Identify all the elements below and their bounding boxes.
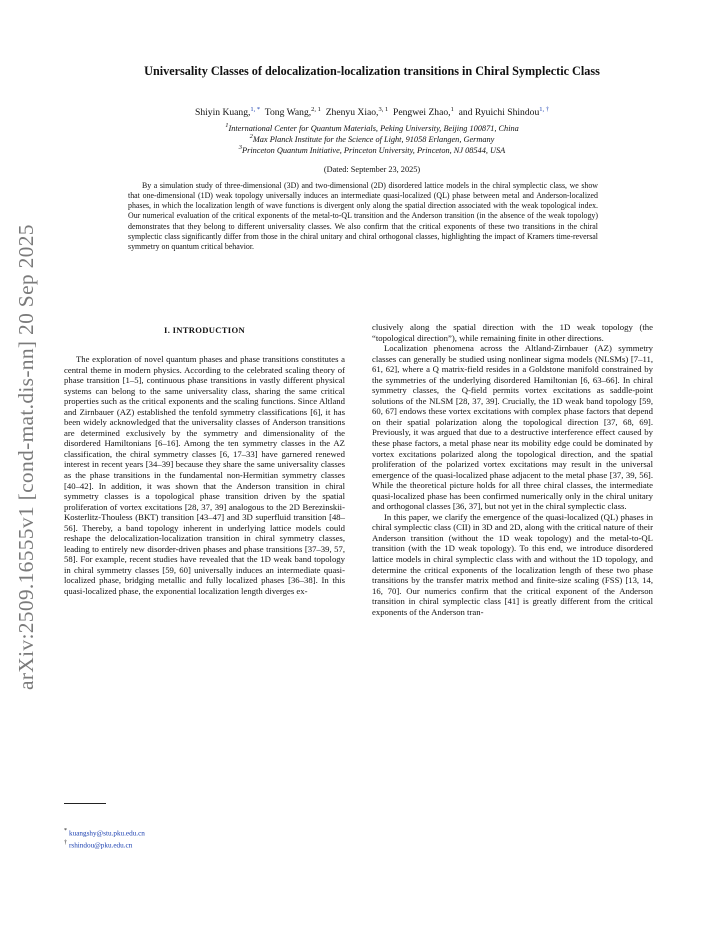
author: and Ryuichi Shindou$^{1, \dagger}$ <box>458 105 549 118</box>
section-heading: I. INTRODUCTION <box>164 325 245 335</box>
date-line: (Dated: September 23, 2025) <box>323 165 421 174</box>
paragraph: In this paper, we clarify the emergence of the quasi-localized (QL) phases in chiral symplectic class (CII) in 3D and 2D, along with the critical nature of their Anderson transition (without the 1D weak topology) and the metal-to-QL transition (with the 1D weak topology). To this end, we introduce disordered lattice models in chiral symplectic class with and without the 1D topology, and determine the critical exponents of the localization length of these two phase transitions by the transfer matrix method and finite-size scaling (FSS) [13, 14, 16, 70]. Our numerics confirm that the critical exponent of the Anderson transition in chiral symplectic class [41] is greatly different from the critical exponents of the Anderson tran- <box>372 511 653 617</box>
author-list <box>88 107 656 119</box>
author: Shiyin Kuang,$^{1, *}$ <box>194 105 261 118</box>
left-column <box>64 354 345 597</box>
author: Pengwei Zhao,$^1$ <box>393 105 454 118</box>
paper-title: Universality Classes of delocalization-localization transitions in Chiral Symplectic Class <box>144 64 600 78</box>
footnote-rule <box>64 803 106 804</box>
email-link[interactable]: rshindou@pku.edu.cn <box>69 841 133 850</box>
email-link[interactable]: kuangshy@stu.pku.edu.cn <box>69 829 145 838</box>
affiliation: $^2$Max Planck Institute for the Science of Light, 91058 Erlangen, Germany <box>249 133 495 144</box>
paragraph: Localization phenomena across the Altland-Zirnbauer (AZ) symmetry classes can generally be studied using nonlinear sigma models (NLSMs) [7–11, 61, 62], where a Q matrix-field resides in a Goldstone manifold constrained by the symmetries of the underlying disordered Hamiltonian [6, 63–66]. In chiral symmetry classes, the Q-field permits vortex excitations as saddle-point solutions of the NLSM [28, 37, 39]. Crucially, the 1D weak band topology [59, 60, 67] endows these vortex excitations with complex phase factors that depend on their spatial polarization along the topological direction [37, 68, 69]. Previously, it was argued that due to a destructive interference effect caused by these phase factors, a metal phase near its mobility edge could be dominated by vortex excitations polarized along the topological direction, and the spatial proliferation of the polarized vortex excitations may result in the universal emergence of the quasi-localized phase adjacent to the metal phase [37, 39, 56]. While the theoretical picture holds for all three chiral classes, the intermediate quasi-localized phase has been confirmed numerically only in the chiral unitary and orthogonal classes [36, 37], but not yet in the chiral symplectic class. <box>372 343 653 512</box>
right-column <box>372 322 653 617</box>
footnote: † rshindou@pku.edu.cn <box>64 840 133 850</box>
paragraph: clusively along the spatial direction with the 1D weak topology (the “topological direction”), while remaining finite in other directions. <box>372 322 653 343</box>
footnotes <box>64 826 145 851</box>
author: Zhenyu Xiao,$^{3, 1}$ <box>325 105 389 118</box>
author: Tong Wang,$^{2, 1}$ <box>264 105 321 118</box>
abstract: By a simulation study of three-dimensional (3D) and two-dimensional (2D) disordered lattice models in the chiral symplectic class, we show that one-dimensional (1D) weak topology universally induces an intermediate quasi-localized (QL) phase between metal and Anderson-localized phases, in which the localization length of wave functions is divergent only along the spatial direction associated with the weak topological index. Our numerical evaluation of the critical exponents of the metal-to-QL transition and the Anderson transition (in the absence of the weak topology) demonstrates that they belong to different universality classes. We also confirm that the critical exponents of these two transitions in the chiral symplectic class significantly differ from those in the chiral unitary and chiral orthogonal classes, highlighting the impact of Kramers time-reversal symmetry on quantum critical behavior. <box>128 181 598 251</box>
affiliation: $^3$Princeton Quantum Initiative, Princeton University, Princeton, NJ 08544, USA <box>238 144 506 155</box>
footnote: * kuangshy@stu.pku.edu.cn <box>64 828 145 838</box>
arxiv-side-stamp: arXiv:2509.16555v1 [cond-mat.dis-nn] 20 Sep 2025 <box>14 224 38 690</box>
paragraph: The exploration of novel quantum phases and phase transitions constitutes a central theme in modern physics. According to the celebrated scaling theory of phase transition [1–5], continuous phase transitions in vastly different physical systems can belong to the same universality class, sharing the same critical properties such as the critical exponents and the scaling functions. Since Altland and Zirnbauer (AZ) established the tenfold symmetry classifications [6], it has been widely acknowledged that the universality classes of Anderson transitions are determined exclusively by the symmetry and dimensionality of the disordered Hamiltonians [6–16]. Among the ten symmetry classes in the AZ classification, the chiral symmetry classes [6, 17–33] have garnered renewed interest in recent years [34–39] because they share the same universality classes as the phase transitions in the fundamental non-Hermitian symmetry classes [40–42]. In addition, it was shown that the Anderson transition in chiral symmetry classes is a topological phase transition driven by the spatial proliferation of vortex excitations [28, 37, 39] analogous to the 2D Berezinskii-Kosterlitz-Thouless (BKT) transition [43–47] and 3D superfluid transition [48–56]. Thereby, a band topology inherent in underlying lattice models could reshape the delocalization-localization transition in chiral symmetry classes, leading to entirely new disorder-driven phases and phase transitions [37–39, 57, 58]. For example, recent studies have revealed that the 1D weak band topology in chiral symmetry classes [59, 60] universally induces an intermediate quasi-localized phase, bridging metallic and fully localized phases [36–38]. In this quasi-localized phase, the exponential localization length diverges ex- <box>64 354 345 597</box>
affiliation: $^1$International Center for Quantum Materials, Peking University, Beijing 100871, China <box>225 122 519 133</box>
